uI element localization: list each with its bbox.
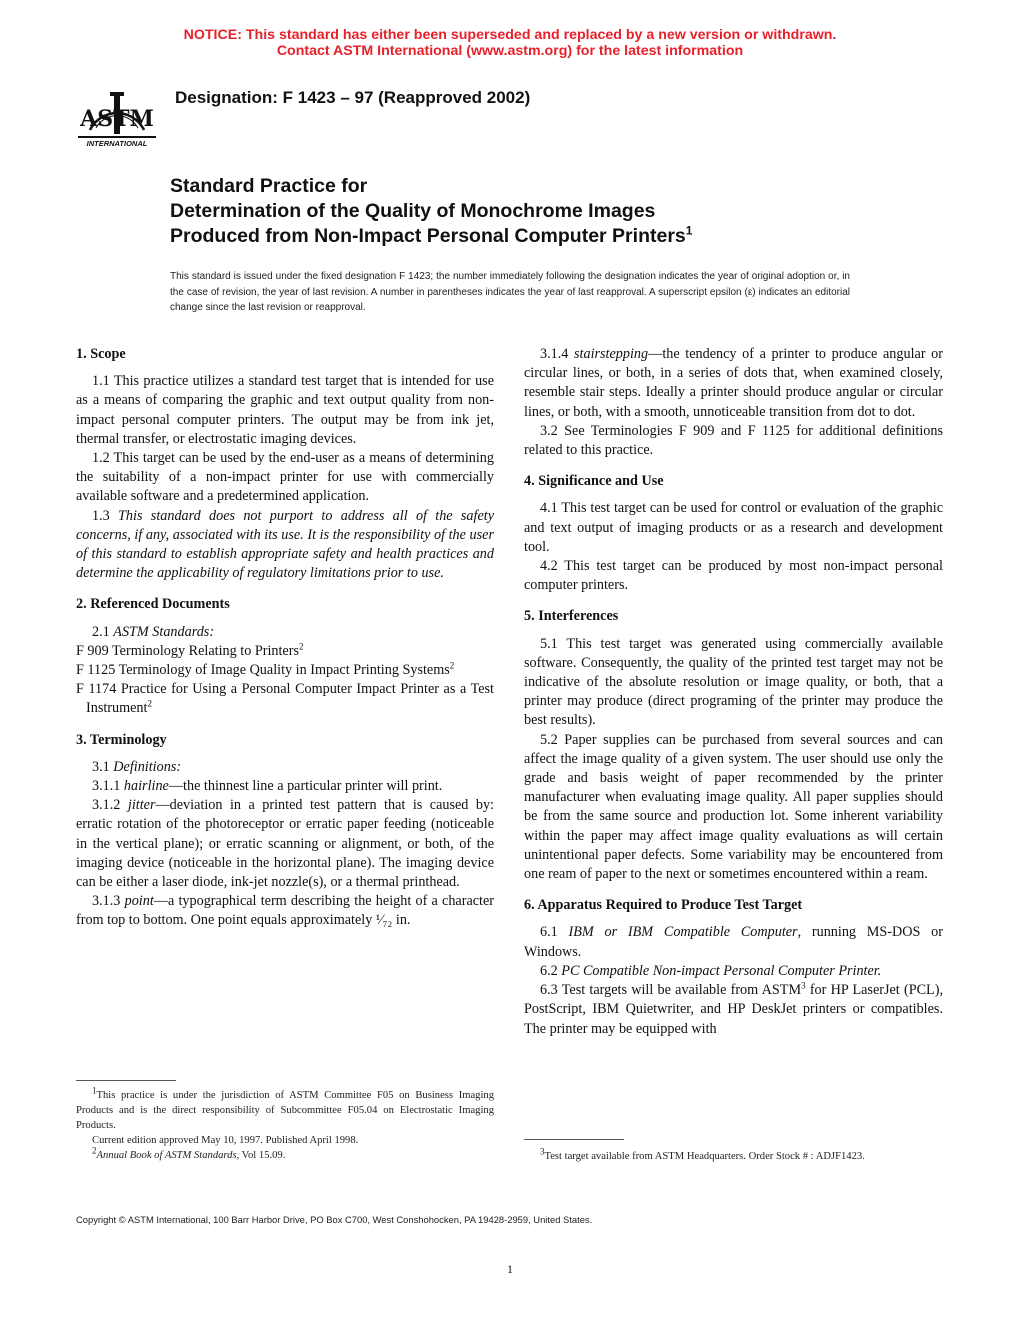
right-column — [524, 345, 943, 1039]
section-heading: 5. Interferences — [524, 608, 619, 625]
footnote-rule — [76, 1080, 176, 1081]
definition — [76, 777, 494, 796]
reference-text: F 1174 Practice for Using a Personal Computer Impact Printer as a Test Instrument — [76, 681, 494, 717]
paragraph: 4.1 This test target can be used for control or evaluation of the graphic and text output of imaging products or as a research and development tool. — [524, 500, 943, 555]
definition-text: —a typographical term describing the height of a character from top to bottom. One point equals approximately ¹⁄₇₂ in. — [76, 893, 495, 929]
paragraph — [76, 758, 494, 777]
defined-term: stairstepping — [574, 346, 649, 362]
footnote-text: Test target available from ASTM Headquarters. Order Stock # : ADJF1423. — [544, 1151, 865, 1162]
footnote — [76, 1085, 494, 1133]
footnote-mark: 2 — [298, 641, 304, 652]
paragraph: 4.2 This test target can be produced by most non-impact personal computer printers. — [524, 558, 943, 594]
reference-item — [76, 661, 494, 680]
section-heading: 4. Significance and Use — [524, 473, 664, 490]
defined-term: hairline — [123, 778, 169, 795]
section-heading: 6. Apparatus Required to Produce Test Target — [524, 897, 803, 914]
paragraph: 1.2 This target can be used by the end-user as a means of determining the suitability of a non-impact printer for use with commercially available software and a predetermined application. — [76, 450, 494, 505]
footnote-rule — [524, 1139, 624, 1140]
subheading-text: ASTM Standards: — [113, 623, 215, 640]
definition — [76, 892, 494, 930]
paragraph-number: 3.1.3 — [92, 893, 121, 910]
paragraph-number: 6.2 — [540, 962, 558, 979]
paragraph-number: 6.1 — [540, 924, 558, 941]
definition-text: —the tendency of a printer to produce angular or circular lines, or both, in a series of dots that, when examined closely, resemble stair steps. Ideally a printer should produce angular or circular lines, or both, with a smooth, unnoticeable transition from dot to dot. — [524, 346, 943, 420]
footnote-mark: 3 — [801, 980, 806, 991]
title-footnote-mark: 1 — [685, 223, 693, 238]
footnote — [76, 1145, 494, 1163]
designation: Designation: F 1423 – 97 (Reapproved 2002) — [175, 88, 531, 107]
defined-term: jitter — [127, 797, 156, 814]
title-line-3 — [170, 224, 890, 249]
paragraph: 3.2 See Terminologies F 909 and F 1125 for additional definitions related to this practice. — [524, 422, 943, 459]
definition — [76, 796, 494, 892]
paragraph: 1.1 This practice utilizes a standard test target that is intended for use as a means of comparing the graphic and text output quality from non-impact personal computer printers. The output may be from ink jet, thermal transfer, or electrostatic imaging devices. — [76, 373, 494, 447]
paragraph — [76, 507, 494, 584]
logo-letters: ASTM — [80, 106, 154, 132]
reference-text: F 1125 Terminology of Image Quality in Impact Printing Systems — [76, 662, 450, 679]
footnote-mark: 1 — [92, 1085, 97, 1096]
paragraph-text: for HP LaserJet (PCL), PostScript, IBM Quietwriter, and HP DeskJet printers or compatibles. The printer may be equipped with — [524, 982, 943, 1037]
footnote-text: This practice is under the jurisdiction of ASTM Committee F05 on Business Imaging Products and is the direct responsibility of Subcommittee F05.04 on Electrostatic Imaging Products. — [76, 1090, 494, 1131]
paragraph-number: 1.3 — [92, 507, 110, 524]
section-heading: 3. Terminology — [76, 731, 167, 748]
paragraph-number: 3.1 — [92, 758, 110, 775]
paragraph-number: 2.1 — [92, 623, 110, 640]
issuance-note: This standard is issued under the fixed designation F 1423; the number immediately following the designation indicates the year of original adoption or, in the case of revision, the year of last revision. A number in parentheses indicates the year of last reapproval. A superscript epsilon (ε) indicates an editorial change since the last revision or reapproval. — [170, 271, 850, 313]
left-column — [76, 345, 494, 931]
reference-item — [76, 680, 494, 718]
reference-text: F 909 Terminology Relating to Printers — [76, 642, 299, 659]
footnote-mark: 3 — [540, 1146, 545, 1157]
defined-term: point — [124, 893, 154, 910]
paragraph: 5.2 Paper supplies can be purchased from several sources and can affect the image quality of a given system. The user should use only the grade and basis weight of paper recommended by the printer manufacturer when evaluating image quality. All paper supplies should be from the same source and production lot. Some inherent variability within the paper may affect image quality evaluations as will certain unintentional paper defects. Some variability may be encountered from one ream of paper to the next or sometimes encountered within a ream. — [524, 731, 943, 883]
astm-logo — [72, 78, 162, 148]
reference-item — [76, 642, 494, 661]
paragraph-text: , running MS-DOS or Windows. — [524, 924, 943, 960]
notice-line-1: NOTICE: This standard has either been superseded and replaced by a new version or withdrawn. — [183, 27, 837, 43]
section-heading: 1. Scope — [76, 346, 126, 362]
definition-text: —the thinnest line a particular printer will print. — [168, 778, 443, 795]
definition-text: —deviation in a printed test pattern that is caused by: erratic rotation of the photoreceptor or erratic paper feeding (noticeable in the vertical plane); or erratic scanning or alignment, or both, of the imaging device (noticeable in the horizontal plane). The imaging device can be either a laser diode, ink-jet nozzle(s), or a thermal printhead. — [76, 797, 494, 891]
footnote-text: , Vol 15.09. — [236, 1150, 286, 1161]
italic-text: IBM or IBM Compatible Computer — [568, 924, 798, 941]
notice-banner — [0, 27, 1020, 59]
document-title — [170, 174, 890, 249]
paragraph-number: 3.1.2 — [92, 797, 121, 814]
footnote: Current edition approved May 10, 1997. Published April 1998. — [92, 1135, 359, 1146]
paragraph-number: 3.1.4 — [540, 346, 569, 362]
paragraph: 5.1 This test target was generated using commercially available software. Consequently, the quality of the printed test target may not be indicative of the absolute resolution or image quality, or both, that a printer may produce (direct programing of the printer may produce the best results). — [524, 635, 943, 729]
title-line-3-text: Produced from Non-Impact Personal Computer Printers — [170, 225, 686, 247]
definition — [524, 345, 943, 422]
caveat-text: This standard does not purport to address all of the safety concerns, if any, associated with its use. It is the responsibility of the user of this standard to establish appropriate safety and health practices and determine the applicability of regulatory limitations prior to use. — [76, 507, 494, 582]
footnote — [524, 1146, 943, 1164]
title-line-2: Determination of the Quality of Monochrome Images — [170, 200, 656, 222]
italic-text: Annual Book of ASTM Standards — [96, 1150, 237, 1161]
subheading-text: Definitions: — [113, 758, 182, 775]
left-footnotes — [76, 1085, 494, 1163]
section-heading: 2. Referenced Documents — [76, 596, 230, 613]
logo-subtitle: INTERNATIONAL — [86, 139, 148, 148]
page-number: 1 — [507, 1262, 513, 1276]
paragraph-number: 3.1.1 — [92, 778, 121, 795]
paragraph — [76, 623, 494, 642]
copyright-line: Copyright © ASTM International, 100 Barr Harbor Drive, PO Box C700, West Conshohocken, PA 19428-2959, United States. — [76, 1214, 593, 1225]
right-footnotes — [524, 1146, 943, 1164]
footnote-mark: 2 — [449, 660, 455, 671]
paragraph — [524, 962, 943, 981]
footnote-mark: 2 — [92, 1145, 97, 1156]
footnote-mark: 2 — [147, 698, 152, 709]
paragraph — [524, 981, 943, 1039]
astm-logo-icon — [72, 78, 162, 148]
paragraph — [524, 923, 943, 961]
notice-line-2: Contact ASTM International (www.astm.org) for the latest information — [276, 43, 744, 59]
paragraph-text: 6.3 Test targets will be available from ASTM — [540, 982, 802, 999]
title-line-1: Standard Practice for — [170, 175, 368, 197]
italic-text: PC Compatible Non-impact Personal Computer Printer. — [561, 962, 882, 979]
